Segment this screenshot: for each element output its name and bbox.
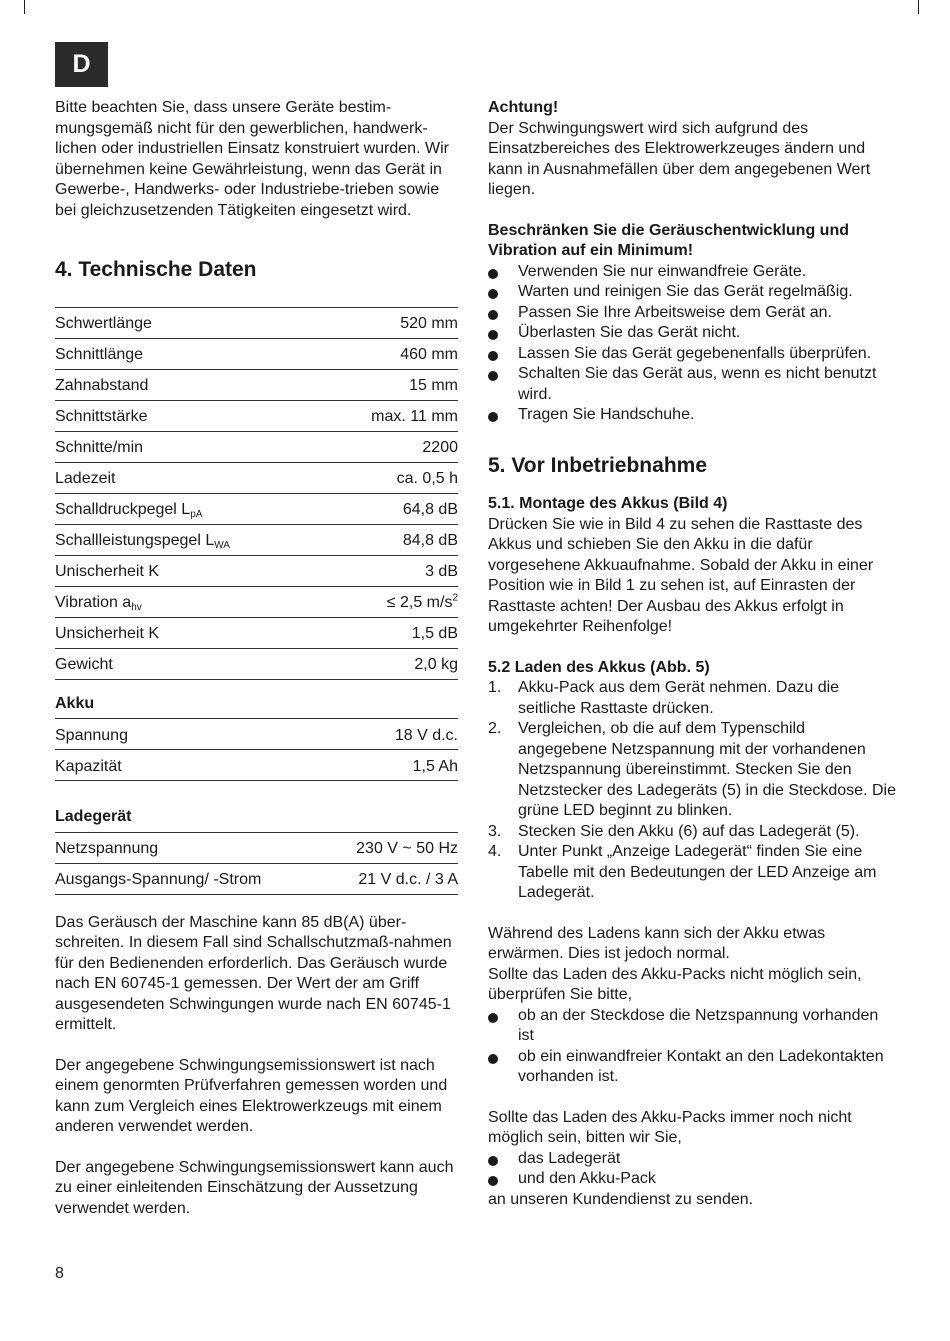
check-list <box>488 1006 898 1088</box>
spec-value: ≤ 2,5 $m/s^2$ <box>324 586 458 617</box>
spec-row <box>55 832 458 863</box>
bullet-item: und den Akku-Pack <box>488 1169 898 1190</box>
spec-value: 520 mm <box>324 307 458 338</box>
spec-row <box>55 648 458 679</box>
spec-value: 18 V d.c. <box>271 719 458 750</box>
spec-value: 230 V ~ 50 Hz <box>325 832 458 863</box>
spec-row <box>55 524 458 555</box>
spec-row <box>55 750 458 781</box>
spec-row <box>55 307 458 338</box>
spec-row <box>55 369 458 400</box>
spec-value: 1,5 Ah <box>271 750 458 781</box>
spec-label: Spannung <box>55 719 271 750</box>
spec-value: 1,5 dB <box>324 617 458 648</box>
warning-paragraph: Der Schwingungswert wird sich aufgrund des Einsatzbereiches des Elektrowerkzeuges ändern und kann in Ausnahmefällen über dem angegebenen Wert liegen. <box>488 119 871 198</box>
minimize-heading: Beschränken Sie die Geräuschentwicklung und Vibration auf ein Minimum! <box>488 221 849 259</box>
bullet-item: Verwenden Sie nur einwandfreie Geräte. <box>488 262 898 283</box>
step-item: 4. Unter Punkt „Anzeige Ladegerät“ finden Sie eine Tabelle mit den Bedeutungen der LED Anzeige am Ladegerät. <box>488 843 877 901</box>
akku-table <box>55 718 458 781</box>
bullet-dot-icon <box>488 371 498 381</box>
tech-data-table <box>55 307 458 680</box>
spec-row <box>55 586 458 617</box>
spec-row <box>55 617 458 648</box>
spec-label: Ausgangs-Spannung/ -Strom <box>55 863 325 894</box>
service-end: an unseren Kundendienst zu senden. <box>488 1190 754 1208</box>
spec-label: Schnitte/min <box>55 431 324 462</box>
spec-label: Schalldruckpegel $L_{pA}$ <box>55 493 324 524</box>
spec-row <box>55 493 458 524</box>
ladegeraet-table <box>55 832 458 895</box>
spec-value: 64,8 dB <box>324 493 458 524</box>
section-5-1-heading: 5.1. Montage des Akkus (Bild 4) <box>488 495 728 512</box>
spec-label: Zahnabstand <box>55 369 324 400</box>
step-item: 1. Akku-Pack aus dem Gerät nehmen. Dazu die seitliche Rasttaste drücken. <box>488 679 840 717</box>
spec-row <box>55 555 458 586</box>
spec-value: ca. 0,5 h <box>324 462 458 493</box>
spec-label: Unischerheit K <box>55 555 324 586</box>
bullet-dot-icon <box>488 310 498 320</box>
bullet-dot-icon <box>488 330 498 340</box>
section-4-heading: 4. Technische Daten <box>55 258 257 281</box>
minimize-list <box>488 262 898 426</box>
vibration-paragraph-1: Der angegebene Schwingungsemissionswert ist nach einem genormten Prüfverfahren gemessen worden und kann zum Vergleich eines Elektrowerkzeugs mit einem anderen verwendet werden. <box>55 1056 448 1135</box>
section-5-1-paragraph: Drücken Sie wie in Bild 4 zu sehen die Rasttaste des Akkus und schieben Sie den Akku in die dafür vorgesehene Akkuaufnahme. Sobald der Akku in einer Position wie in Bild 1 zu sehen ist, auf Einrasten der Rasttaste achten! Der Ausbau des Akkus erfolgt in umgekehrter Reihenfolge! <box>488 515 874 635</box>
crop-mark-right <box>918 0 919 14</box>
spec-label: Unsicherheit K <box>55 617 324 648</box>
spec-label: Ladezeit <box>55 462 324 493</box>
bullet-dot-icon <box>488 1156 498 1166</box>
bullet-item: Tragen Sie Handschuhe. <box>488 405 898 426</box>
bullet-dot-icon <box>488 351 498 361</box>
charging-steps-list <box>488 678 898 904</box>
spec-row <box>55 719 458 750</box>
bullet-item: Lassen Sie das Gerät gegebenenfalls überprüfen. <box>488 344 898 365</box>
ladegeraet-heading: Ladegerät <box>55 808 132 825</box>
spec-value: 21 V d.c. / 3 A <box>325 863 458 894</box>
bullet-item: ob an der Steckdose die Netzspannung vorhanden ist <box>488 1006 898 1047</box>
service-paragraph: Sollte das Laden des Akku-Packs immer noch nicht möglich sein, bitten wir Sie, <box>488 1108 852 1146</box>
spec-label: Netzspannung <box>55 832 325 863</box>
spec-value: max. 11 mm <box>324 400 458 431</box>
spec-row <box>55 338 458 369</box>
spec-value: 2200 <box>324 431 458 462</box>
step-item: 3. Stecken Sie den Akku (6) auf das Ladegerät (5). <box>488 822 860 840</box>
bullet-item: Schalten Sie das Gerät aus, wenn es nicht benutzt wird. <box>488 364 898 405</box>
bullet-dot-icon <box>488 1054 498 1064</box>
spec-label: Schnittstärke <box>55 400 324 431</box>
spec-row <box>55 462 458 493</box>
bullet-dot-icon <box>488 1176 498 1186</box>
spec-value: 3 dB <box>324 555 458 586</box>
language-tab: D <box>55 42 108 87</box>
spec-label: Kapazität <box>55 750 271 781</box>
bullet-item: Überlasten Sie das Gerät nicht. <box>488 323 898 344</box>
section-5-2-heading: 5.2 Laden des Akkus (Abb. 5) <box>488 658 710 676</box>
step-item: 2. Vergleichen, ob die auf dem Typenschild angegebene Netzspannung mit der vorhandenen Netzspannung übereinstimmt. Stecken Sie den Netzstecker des Ladegeräts (5) in die Steckdose. Die grüne LED beginnt zu blinken. <box>488 720 896 819</box>
section-5-heading: 5. Vor Inbetriebnahme <box>488 453 707 477</box>
spec-value: 460 mm <box>324 338 458 369</box>
vibration-paragraph-2: Der angegebene Schwingungsemissionswert kann auch zu einer einleitenden Einschätzung der Aussetzung verwendet werden. <box>55 1158 454 1217</box>
right-column <box>488 98 898 1210</box>
spec-label: Schwertlänge <box>55 307 324 338</box>
bullet-item: Warten und reinigen Sie das Gerät regelmäßig. <box>488 282 898 303</box>
akku-heading: Akku <box>55 694 95 712</box>
spec-label: Gewicht <box>55 648 324 679</box>
spec-value: 2,0 kg <box>324 648 458 679</box>
charging-paragraph-2: Sollte das Laden des Akku-Packs nicht möglich sein, überprüfen Sie bitte, <box>488 965 862 1003</box>
charging-paragraph-1: Während des Ladens kann sich der Akku etwas erwärmen. Dies ist jedoch normal. <box>488 924 826 962</box>
page-number: 8 <box>55 1265 64 1282</box>
warning-heading: Achtung! <box>488 99 559 116</box>
noise-paragraph: Das Geräusch der Maschine kann 85 dB(A) über-schreiten. In diesem Fall sind Schallschutzmaß-nahmen für den Bedienenden erforderlich. Das Geräusch wurde nach EN 60745-1 gemessen. Der Wert der am Griff ausgesendeten Schwingungen wurde nach EN 60745-1 ermittelt. <box>55 913 452 1033</box>
spec-row <box>55 400 458 431</box>
bullet-item: ob ein einwandfreier Kontakt an den Ladekontakten vorhanden ist. <box>488 1047 898 1088</box>
bullet-dot-icon <box>488 289 498 299</box>
spec-label: Vibration $a_{hv}$ <box>55 586 324 617</box>
bullet-item: Passen Sie Ihre Arbeitsweise dem Gerät an. <box>488 303 898 324</box>
spec-row <box>55 431 458 462</box>
bullet-dot-icon <box>488 1013 498 1023</box>
spec-label: Schnittlänge <box>55 338 324 369</box>
spec-value: 84,8 dB <box>324 524 458 555</box>
service-list <box>488 1149 898 1190</box>
bullet-dot-icon <box>488 269 498 279</box>
crop-mark-left <box>24 0 25 14</box>
bullet-item: das Ladegerät <box>488 1149 898 1170</box>
bullet-dot-icon <box>488 412 498 422</box>
spec-row <box>55 863 458 894</box>
intro-paragraph: Bitte beachten Sie, dass unsere Geräte bestim-mungsgemäß nicht für den gewerblichen, handwerk-lichen oder industriellen Einsatz konstruiert wurden. Wir übernehmen keine Gewährleistung, wenn das Gerät in Gewerbe-, Handwerks- oder Industriebe-trieben sowie bei gleichzusetzenden Tätigkeiten eingesetzt wird. <box>55 99 449 219</box>
spec-label: Schallleistungspegel $L_{WA}$ <box>55 524 324 555</box>
spec-value: 15 mm <box>324 369 458 400</box>
left-column <box>55 98 458 1219</box>
